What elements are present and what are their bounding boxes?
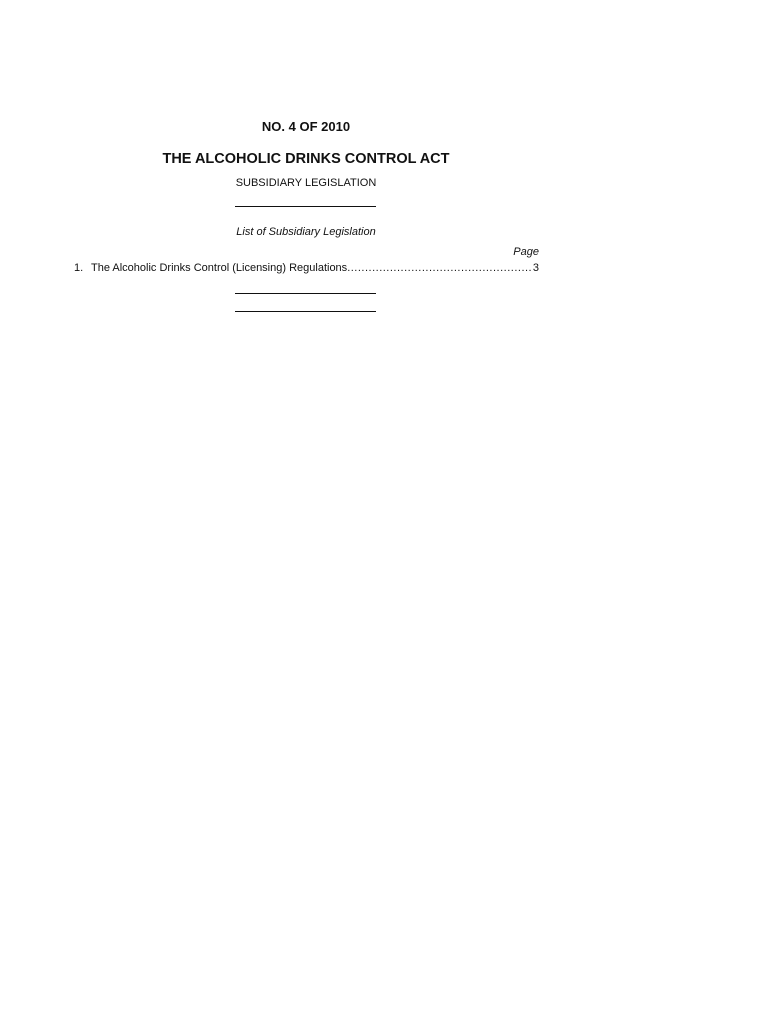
divider-rule (235, 311, 376, 312)
divider-rule (235, 206, 376, 207)
divider-rule (235, 293, 376, 294)
act-number: NO. 4 OF 2010 (261, 119, 351, 134)
page-column-heading: Page (513, 246, 539, 258)
toc-dot-leader (347, 262, 531, 274)
act-title: THE ALCOHOLIC DRINKS CONTROL ACT (162, 151, 450, 167)
toc-entry-title: The Alcoholic Drinks Control (Licensing) Regulations (91, 262, 348, 274)
toc-entry[interactable] (74, 262, 539, 274)
toc-entry-number: 1. (74, 262, 84, 274)
subsidiary-legislation-heading: SUBSIDIARY LEGISLATION (235, 177, 377, 189)
toc-entry-page: 3 (532, 262, 539, 274)
list-heading: List of Subsidiary Legislation (236, 226, 376, 238)
